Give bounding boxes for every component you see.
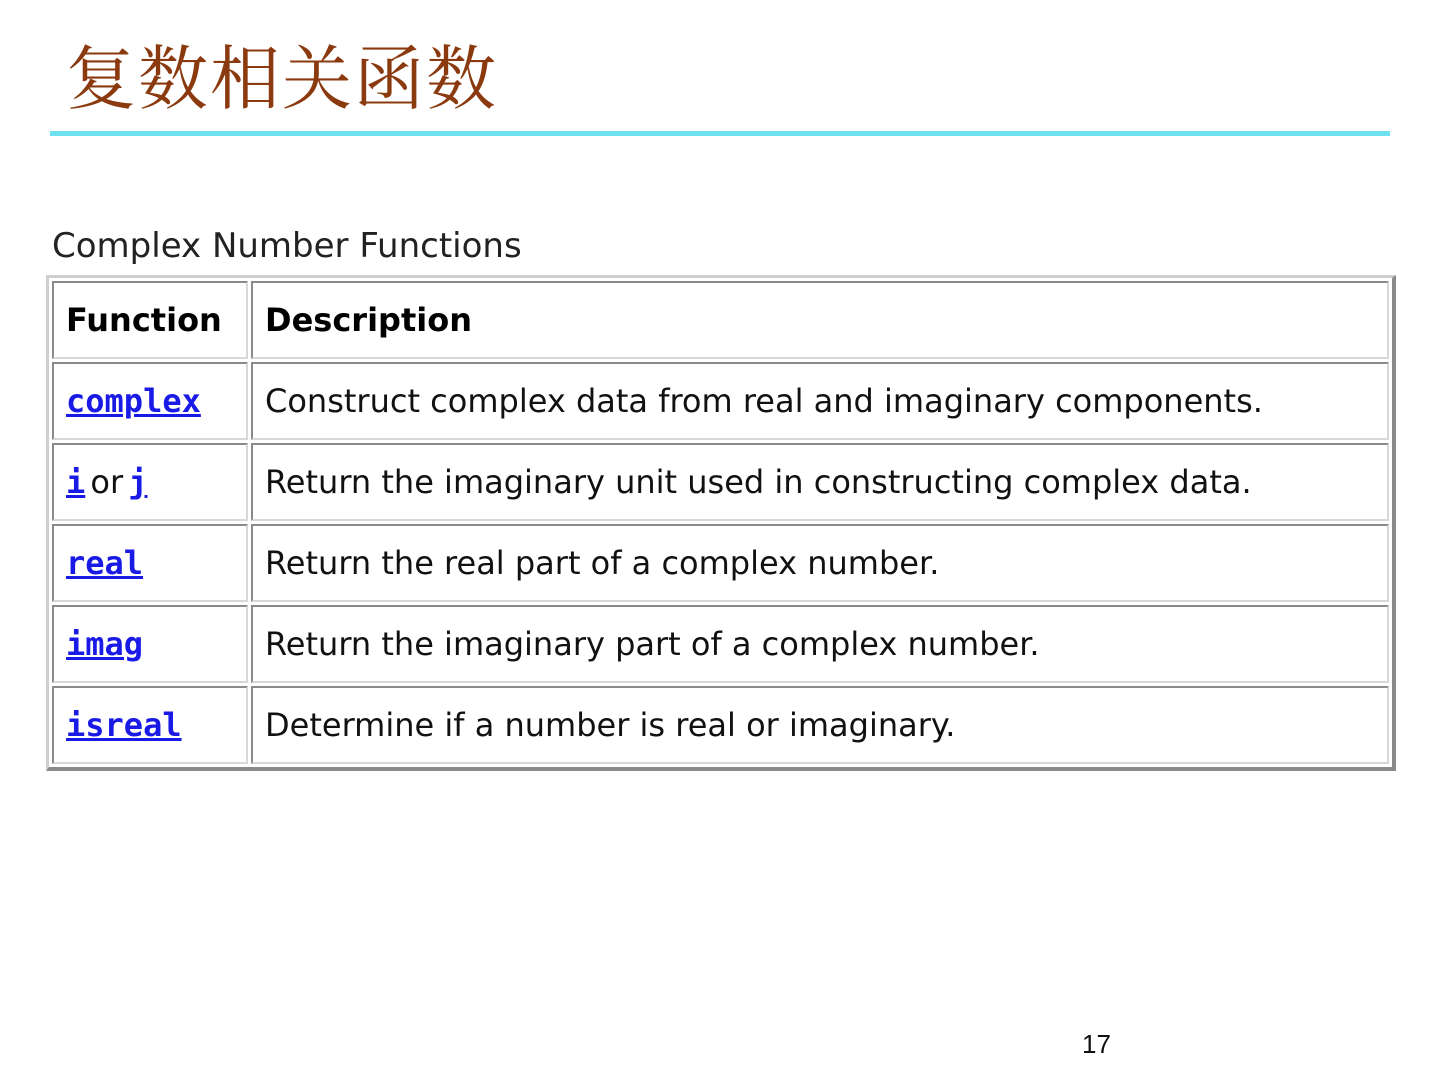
- description-cell: Return the imaginary part of a complex number.: [251, 605, 1389, 683]
- table-row: [52, 443, 1389, 521]
- table-row: [52, 524, 1389, 602]
- function-cell: [52, 686, 248, 764]
- title-divider: [50, 131, 1390, 136]
- function-link-real[interactable]: real: [66, 544, 144, 582]
- page-number: 17: [1082, 1029, 1111, 1059]
- function-table-frame: [46, 275, 1396, 771]
- function-cell: [52, 605, 248, 683]
- header-description: Description: [251, 281, 1389, 359]
- function-cell: [52, 443, 248, 521]
- description-cell: Return the real part of a complex number.: [251, 524, 1389, 602]
- table-header-row: [52, 281, 1389, 359]
- table-row: [52, 362, 1389, 440]
- function-link-j[interactable]: j: [128, 463, 148, 501]
- table-row: [52, 605, 1389, 683]
- function-link-isreal[interactable]: isreal: [66, 706, 182, 744]
- table-row: [52, 686, 1389, 764]
- description-cell: Construct complex data from real and imaginary components.: [251, 362, 1389, 440]
- function-cell: [52, 362, 248, 440]
- function-cell: [52, 524, 248, 602]
- function-link-complex[interactable]: complex: [66, 382, 201, 420]
- function-link-imag[interactable]: imag: [66, 625, 144, 663]
- description-cell: Determine if a number is real or imaginary.: [251, 686, 1389, 764]
- function-table: [49, 278, 1392, 767]
- table-caption: Complex Number Functions: [52, 226, 522, 266]
- or-text: or: [90, 463, 124, 501]
- description-cell: Return the imaginary unit used in constructing complex data.: [251, 443, 1389, 521]
- function-link-i[interactable]: i: [66, 463, 86, 501]
- slide-title: 复数相关函数: [66, 38, 498, 120]
- header-function: Function: [52, 281, 248, 359]
